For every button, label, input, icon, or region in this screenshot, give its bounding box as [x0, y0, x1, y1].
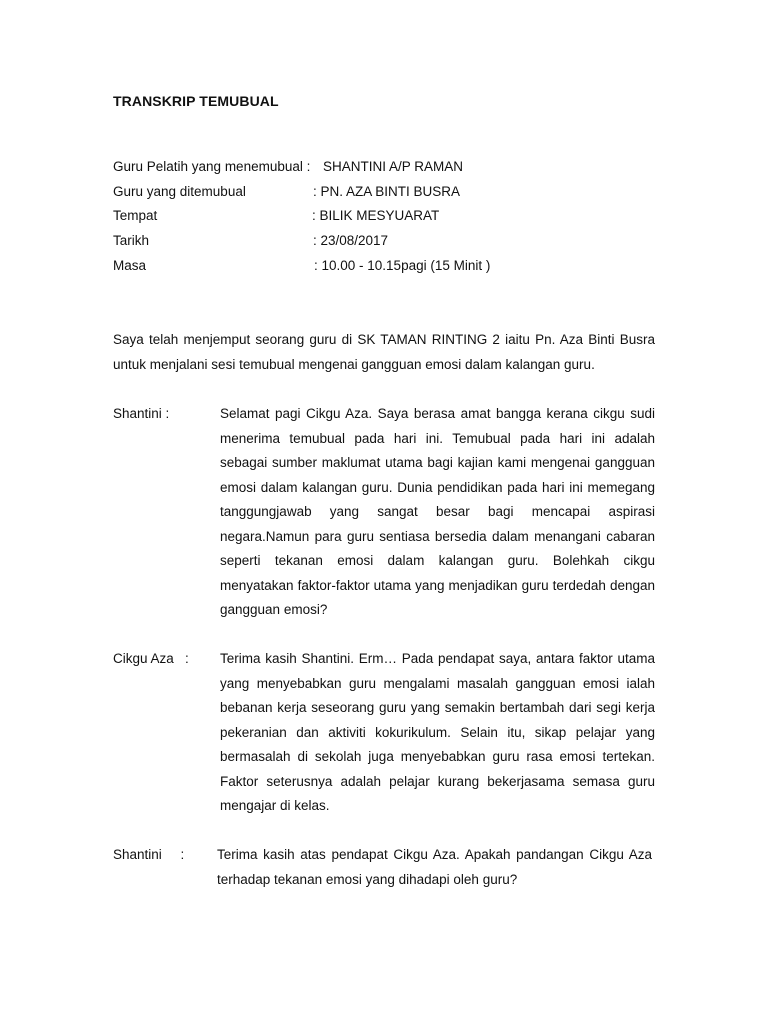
meta-value: SHANTINI A/P RAMAN — [323, 159, 464, 174]
meta-row-interviewer — [113, 157, 464, 177]
meta-row-time — [113, 256, 491, 276]
meta-value: : 23/08/2017 — [313, 233, 389, 248]
meta-label: Guru Pelatih yang menemubual : — [113, 159, 311, 174]
intro-paragraph: Saya telah menjemput seorang guru di SK TAMAN RINTING 2 iaitu Pn. Aza Binti Busra untuk menjalani sesi temubual mengenai gangguan emosi dalam kalangan guru. — [113, 332, 655, 372]
meta-row-place — [113, 206, 440, 226]
meta-row-interviewee — [113, 182, 461, 202]
meta-value: : BILIK MESYUARAT — [312, 208, 440, 223]
speaker-label: Shantini : — [113, 406, 170, 421]
meta-row-date — [113, 231, 389, 251]
meta-label: Tempat — [113, 208, 158, 223]
speech-text: Terima kasih Shantini. Erm… Pada pendapat saya, antara faktor utama yang menyebabkan guru mengalami masalah gangguan emosi ialah bebanan kerja seseorang guru yang semakin bertambah dari segi kerja pekeranian dan aktiviti kokurikulum. Selain itu, sikap pelajar yang bermasalah di sekolah juga menyebabkan guru rasa emosi tertekan. Faktor seterusnya adalah pelajar kurang bekerjasama semasa guru mengajar di kelas. — [220, 651, 655, 813]
meta-value: : 10.00 - 10.15pagi (15 Minit ) — [314, 258, 491, 273]
speech-text: Selamat pagi Cikgu Aza. Saya berasa amat bangga kerana cikgu sudi menerima temubual pada hari ini. Temubual pada hari ini adalah sebagai sumber maklumat utama bagi kajian kami mengenai gangguan emosi dalam kalangan guru. Dunia pendidikan pada hari ini memegang tanggungjawab yang sangat besar bagi mencapai aspirasi negara.Namun para guru sentiasa bersedia dalam menangani cabaran seperti tekanan emosi dalam kalangan guru. Bolehkah cikgu menyatakan faktor-faktor utama yang menjadikan guru terdedah dengan gangguan emosi? — [220, 406, 655, 617]
document-title: TRANSKRIP TEMUBUAL — [113, 93, 279, 109]
speaker-label: Shantini : — [113, 847, 185, 862]
meta-label: Tarikh — [113, 233, 150, 248]
speaker-label: Cikgu Aza : — [113, 651, 189, 666]
meta-label: Guru yang ditemubual — [113, 184, 246, 199]
meta-value: : PN. AZA BINTI BUSRA — [313, 184, 461, 199]
speech-text: Terima kasih atas pendapat Cikgu Aza. Apakah pandangan Cikgu Aza terhadap tekanan emosi yang dihadapi oleh guru? — [217, 847, 652, 887]
meta-label: Masa — [113, 258, 147, 273]
